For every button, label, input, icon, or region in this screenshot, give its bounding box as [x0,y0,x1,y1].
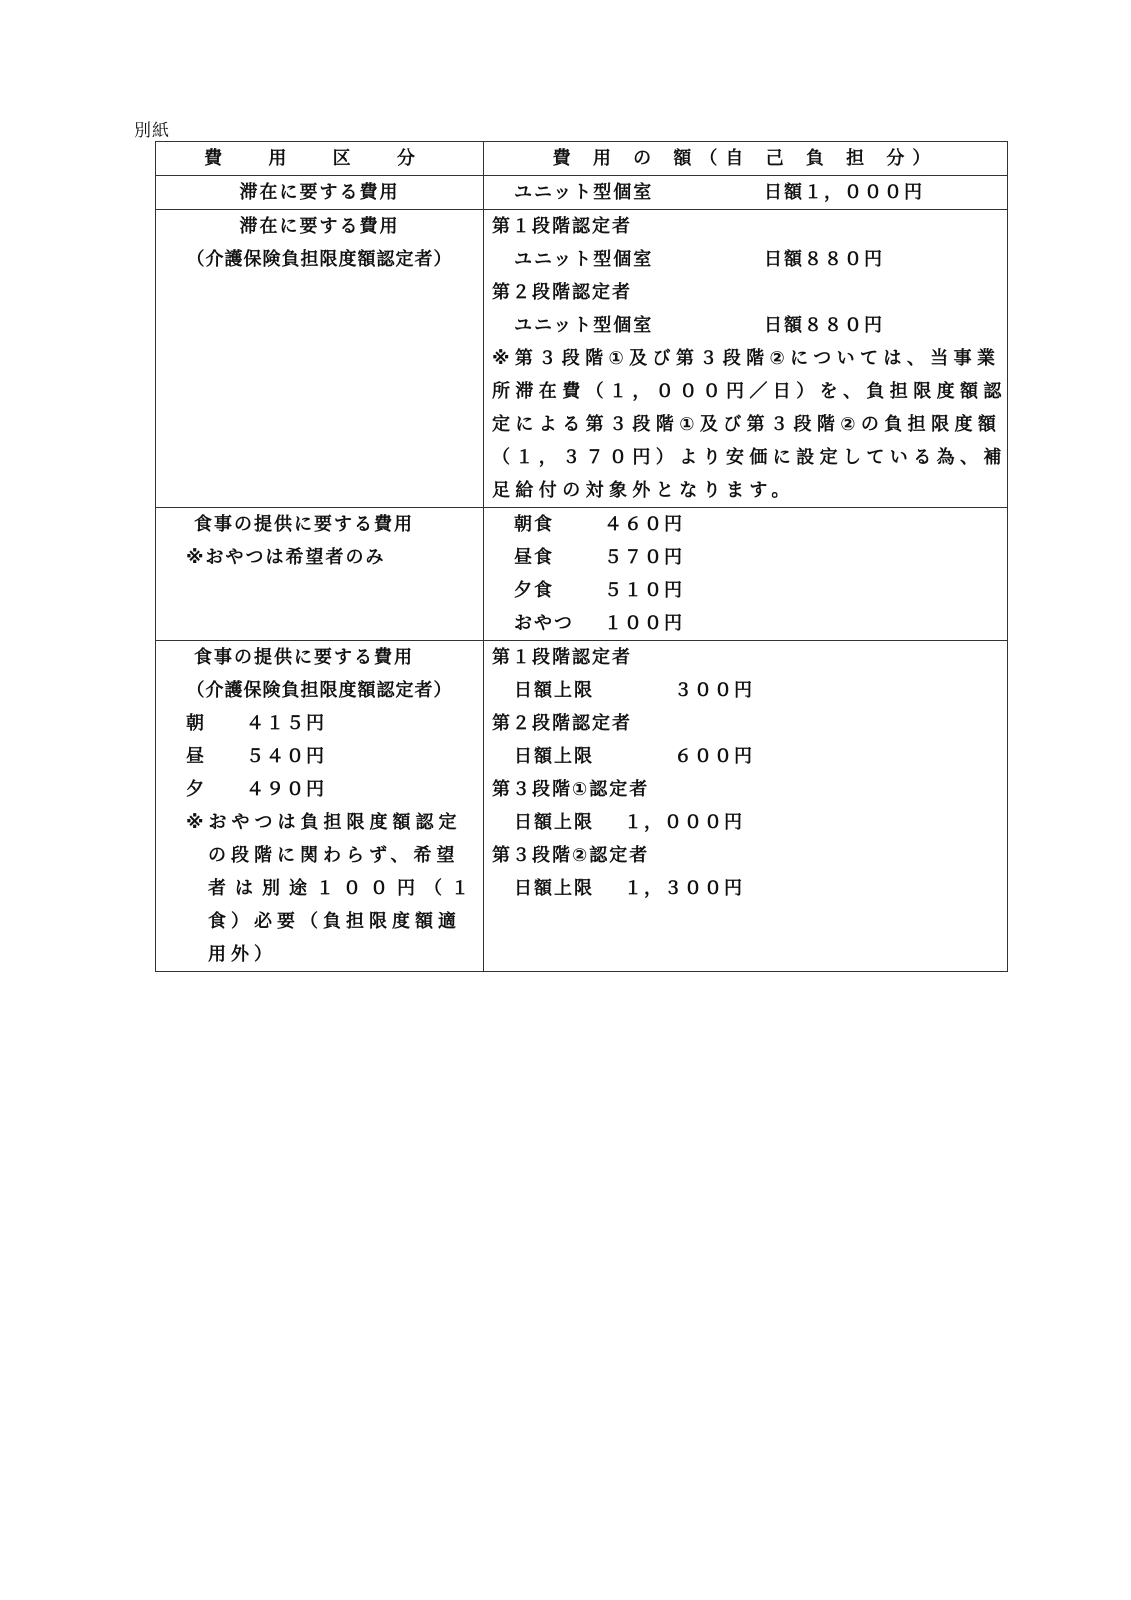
row1-amount [484,176,1008,210]
meal-item: 夕食 ５１０円 [514,580,684,601]
row2-stage1-price: 日額８８０円 [764,249,884,270]
meal-item: おやつ １００円 [514,613,684,634]
row2-stage2-label: 第２段階認定者 [492,282,632,303]
row4-category: 食事の提供に要する費用 （介護保険負担限度額認定者） 朝 ４１５円 昼 ５４０円 夕 ４９０円 ※おやつは負担限度額認定 の段階に関わらず、希望 者は別途１００円（１ 食）必要（負担限度額適 用外） [156,641,484,972]
table-row [156,641,1008,972]
header-cost-category: 費 用 区 分 [156,142,484,176]
row2-stage2-unit: ユニット型個室 [514,315,654,336]
stage-limit: 日額上限 １，３００円 [514,878,744,899]
stage-label: 第１段階認定者 [492,647,632,668]
row3-amount [484,508,1008,641]
row1-price: 日額１，０００円 [764,182,924,203]
meal-item: 朝食 ４６０円 [514,514,684,535]
row4-note: ※おやつは負担限度額認定 の段階に関わらず、希望 者は別途１００円（１ 食）必要（負担限度額適 用外） [186,812,478,965]
page-label: 別紙 [134,121,170,141]
table-row [156,176,1008,210]
row2-stage1-label: 第１段階認定者 [492,216,632,237]
stage-label: 第２段階認定者 [492,713,632,734]
stage-label: 第３段階①認定者 [492,779,650,800]
row2-stage2-price: 日額８８０円 [764,315,884,336]
table-row [156,508,1008,641]
row1-unit: ユニット型個室 [514,182,654,203]
row3-category: 食事の提供に要する費用 ※おやつは希望者のみ [156,508,484,641]
fee-table [155,141,1008,972]
meal-price-item: 昼 ５４０円 [186,746,326,767]
row2-category: 滞在に要する費用 （介護保険負担限度額認定者） [156,210,484,508]
meal-item: 昼食 ５７０円 [514,547,684,568]
stage-limit: 日額上限 ３００円 [514,680,754,701]
header-cost-amount: 費 用 の 額（自 己 負 担 分） [484,142,1008,176]
row4-amount [484,641,1008,972]
row2-amount [484,210,1008,508]
row1-category: 滞在に要する費用 [156,176,484,210]
meal-price-item: 朝 ４１５円 [186,713,326,734]
table-row [156,210,1008,508]
stage-limit: 日額上限 １，０００円 [514,812,744,833]
stage-limit: 日額上限 ６００円 [514,746,754,767]
row2-stage1-unit: ユニット型個室 [514,249,654,270]
table-header-row [156,142,1008,176]
stage-label: 第３段階②認定者 [492,845,650,866]
row2-note: ※第３段階①及び第３段階②については、当事業 所滞在費（１，０００円／日）を、負担限度額認 定による第３段階①及び第３段階②の負担限度額 （１，３７０円）より安価に設定している為、補 足給付の対象外となります。 [492,348,1007,501]
meal-price-item: 夕 ４９０円 [186,779,326,800]
